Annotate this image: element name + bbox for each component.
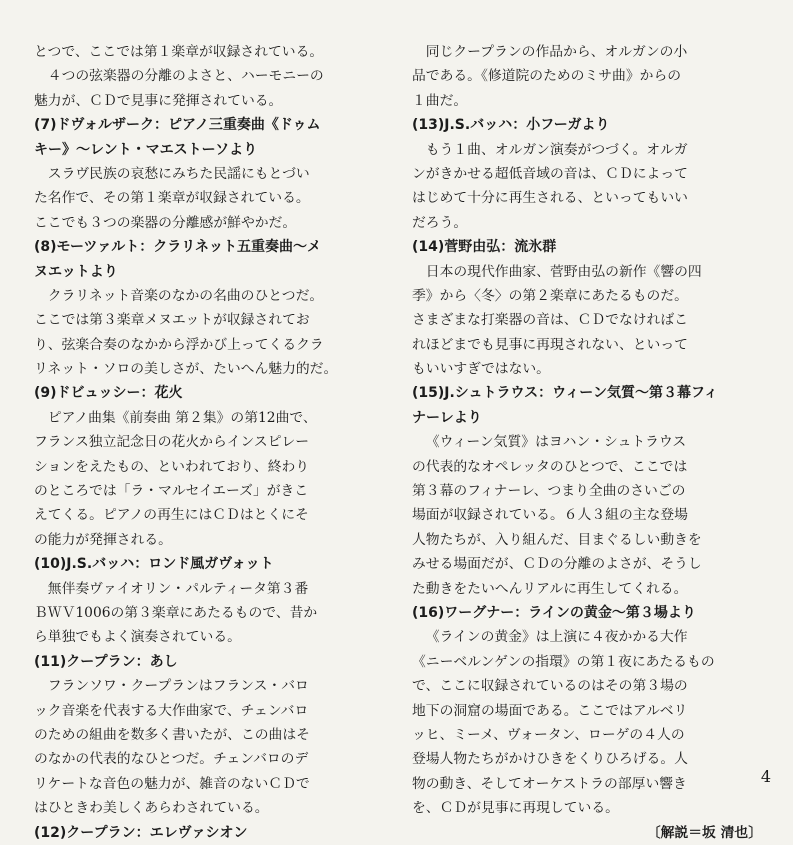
paragraph-first-line: もう１曲、オルガン演奏がつづく。オルガ <box>425 141 688 158</box>
text-line: ＢＷＶ1006の第３楽章にあたるもので、昔か <box>34 604 318 621</box>
paragraph-first-line: スラヴ民族の哀愁にみちた民謡にもとづい <box>47 165 310 182</box>
section-heading-line: (16)ワーグナー：ラインの黄金～第３場より <box>412 604 696 621</box>
text-line: リケートな音色の魅力が、雑音のないＣＤで <box>34 775 310 792</box>
text-line: ここでは第３楽章メヌエットが収録されてお <box>34 312 310 329</box>
paragraph-first-line: 日本の現代作曲家、菅野由弘の新作《響の四 <box>425 263 702 280</box>
text-line: で、ここに収録されているのはその第３場の <box>412 678 688 695</box>
paragraph-first-line: クラリネット音楽のなかの名曲のひとつだ。 <box>47 287 324 304</box>
section-heading-line: (9)ドビュッシー：花火 <box>34 385 183 402</box>
text-line: だろう。 <box>412 214 468 231</box>
text-line: とつで、ここでは第１楽章が収録されている。 <box>34 44 324 60</box>
paragraph-first-line: ４つの弦楽器の分離のよさと、ハーモニーの <box>47 68 324 85</box>
text-line: り、弦楽合奏のなかから浮かび上ってくるクラ <box>34 336 324 353</box>
right-column <box>412 40 762 845</box>
paragraph-first-line: 《ウィーン気質》はヨハン・シュトラウス <box>425 434 687 451</box>
section-heading-line: (14)菅野由弘：流氷群 <box>412 239 557 256</box>
text-line: ションをえたもの、といわれており、終わり <box>34 458 310 475</box>
section-heading-line: (8)モーツァルト：クラリネット五重奏曲～メ <box>34 239 321 256</box>
section-heading-line: キー》～レント・マエストーソより <box>34 141 258 158</box>
text-line: の能力が発揮される。 <box>34 531 172 548</box>
text-line: フランス独立記念日の花火からインスピレー <box>34 434 310 451</box>
text-line: ッヒ、ミーメ、ヴォータン、ローゲの４人の <box>412 726 685 743</box>
paragraph-first-line: 同じクープランの作品から、オルガンの小 <box>425 44 688 60</box>
text-line: のところでは「ラ・マルセイエーズ」がきこ <box>34 483 309 500</box>
text-line: 魅力が、ＣＤで見事に発揮されている。 <box>34 92 283 109</box>
paragraph-first-line: ピアノ曲集《前奏曲 第２集》の第12曲で、 <box>47 409 317 426</box>
paragraph-first-line: 無伴奏ヴァイオリン・パルティータ第３番 <box>47 580 309 597</box>
text-line: 第３幕のフィナーレ、つまり全曲のさいごの <box>412 483 686 500</box>
text-line: 季》から〈冬〉の第２楽章にあたるものだ。 <box>412 287 688 304</box>
text-line: リネット・ソロの美しさが、たいへん魅力的だ。 <box>34 361 338 378</box>
text-line: はひときわ美しくあらわされている。 <box>34 800 269 817</box>
page-number: 4 <box>760 767 771 786</box>
section-heading-line: (13)J.S.バッハ：小フーガより <box>412 117 610 134</box>
text-line: 人物たちが、入り組んだ、目まぐるしい動きを <box>412 531 702 548</box>
text-line: を、ＣＤが見事に再現している。 <box>412 800 619 817</box>
text-line: 登場人物たちがかけひきをくりひろげる。人 <box>412 751 688 768</box>
section-heading-line: ナーレより <box>412 409 482 426</box>
text-line: ック音楽を代表する大作曲家で、チェンバロ <box>34 702 309 719</box>
text-line: 地下の洞窟の場面である。ここではアルベリ <box>412 702 688 719</box>
text-line: えてくる。ピアノの再生にはＣＤはとくにそ <box>34 507 309 524</box>
section-heading-line: ヌエットより <box>34 263 118 280</box>
section-heading-line: (7)ドヴォルザーク：ピアノ三重奏曲《ドゥム <box>34 117 321 134</box>
text-line: ら単独でもよく演奏されている。 <box>34 629 241 646</box>
text-line: れほどまでも見事に再現されない、といって <box>412 336 688 353</box>
section-heading-line: (12)クープラン：エレヴァシオン <box>34 824 248 841</box>
text-line: みせる場面だが、ＣＤの分離のよさが、そうし <box>412 556 702 573</box>
paragraph-first-line: フランソワ・クープランはフランス・バロ <box>47 678 309 695</box>
paragraph-first-line: 《ラインの黄金》は上演に４夜かかる大作 <box>425 629 688 646</box>
text-line: 品である。《修道院のためのミサ曲》からの <box>412 68 682 85</box>
section-heading-line: (11)クープラン：あし <box>34 653 178 670</box>
text-line: はじめて十分に再生される、といってもいい <box>412 190 688 207</box>
text-line: 物の動き、そしてオーケストラの部厚い響き <box>412 775 687 792</box>
text-line: さまざまな打楽器の音は、ＣＤでなければこ <box>412 312 688 329</box>
text-line: １曲だ。 <box>412 92 468 109</box>
text-line: 《ニーベルンゲンの指環》の第１夜にあたるもの <box>412 653 715 670</box>
text-line: のための組曲を数多く書いたが、この曲はそ <box>34 726 310 743</box>
text-line: ここでも３つの楽器の分離感が鮮やかだ。 <box>34 214 297 231</box>
text-line: た名作で、その第１楽章が収録されている。 <box>34 190 310 207</box>
section-heading-line: (10)J.S.バッハ：ロンド風ガヴォット <box>34 556 274 573</box>
text-line: の代表的なオペレッタのひとつで、ここでは <box>412 458 688 475</box>
section-heading-line: (15)J.シュトラウス：ウィーン気質～第３幕フィ <box>412 385 718 402</box>
commentary-credit: 〔解説＝坂 清也〕 <box>646 824 762 841</box>
text-line: ンがきかせる超低音域の音は、ＣＤによって <box>412 165 688 182</box>
text-line: た動きをたいへんリアルに再生してくれる。 <box>412 580 688 597</box>
text-line: のなかの代表的なひとつだ。チェンバロのデ <box>34 751 309 768</box>
left-column <box>34 40 384 845</box>
text-line: もいいすぎではない。 <box>412 361 550 378</box>
text-line: 場面が収録されている。６人３組の主な登場 <box>412 507 688 524</box>
